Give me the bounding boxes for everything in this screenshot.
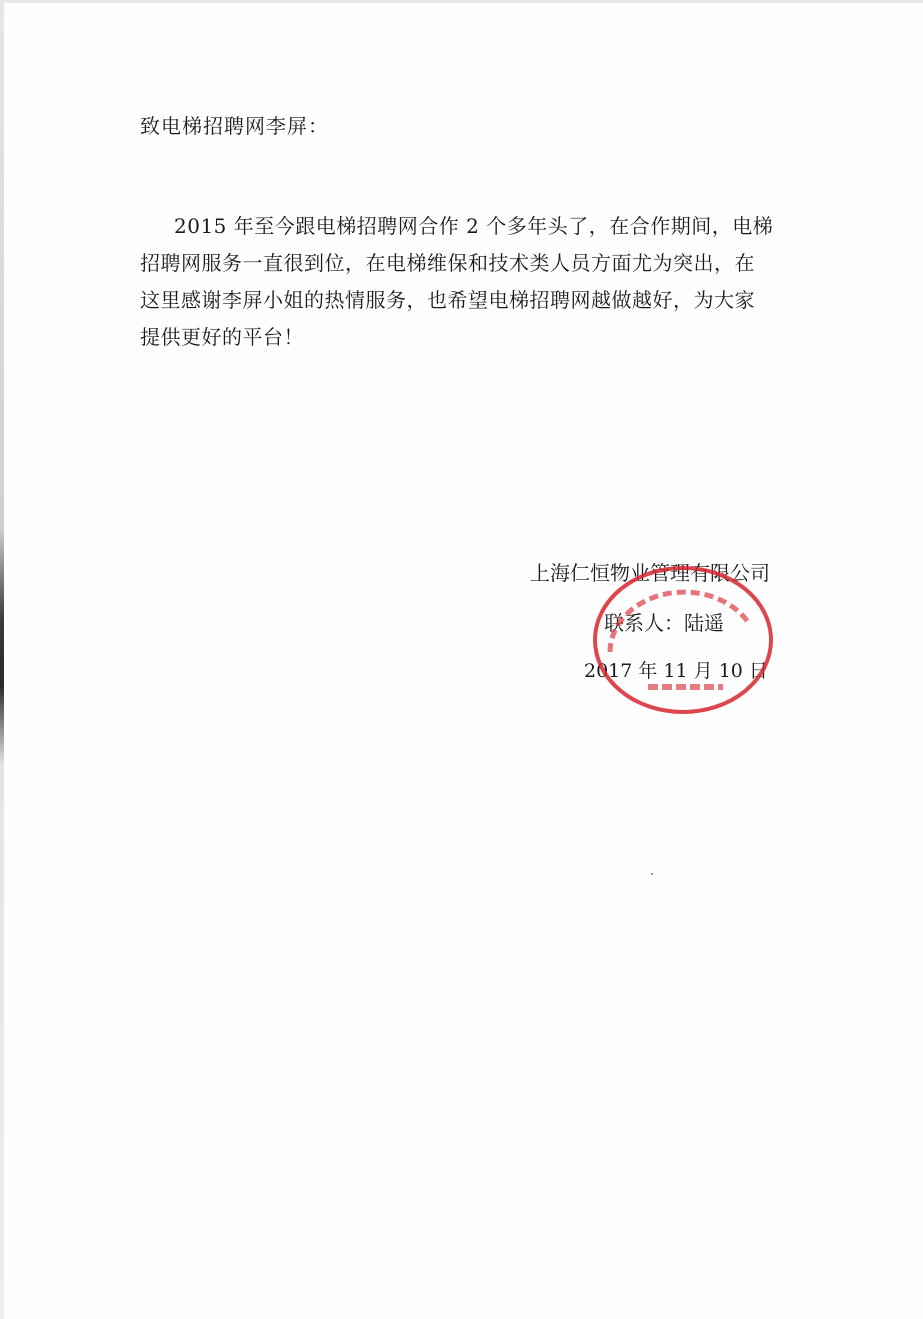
body-line: 2015 年至今跟电梯招聘网合作 2 个多年头了，在合作期间，电梯 <box>174 214 774 238</box>
paper-top-edge <box>0 0 923 3</box>
signature-company: 上海仁恒物业管理有限公司 <box>530 561 770 585</box>
paper-left-edge <box>0 0 4 1319</box>
body-line: 这里感谢李屏小姐的热情服务，也希望电梯招聘网越做越好，为大家 <box>140 288 755 312</box>
paper-speck <box>651 873 653 875</box>
salutation: 致电梯招聘网李屏： <box>140 114 329 138</box>
signature-date: 2017 年 11 月 10 日 <box>584 660 768 682</box>
seal-text-arc <box>610 592 748 652</box>
letter-body <box>140 208 800 356</box>
body-line: 提供更好的平台！ <box>140 325 304 349</box>
company-seal-stamp <box>588 562 778 718</box>
body-line: 招聘网服务一直很到位，在电梯维保和技术类人员方面尤为突出，在 <box>140 251 755 275</box>
seal-outer-ring <box>595 568 771 712</box>
signature-contact: 联系人：陆遥 <box>604 611 724 635</box>
